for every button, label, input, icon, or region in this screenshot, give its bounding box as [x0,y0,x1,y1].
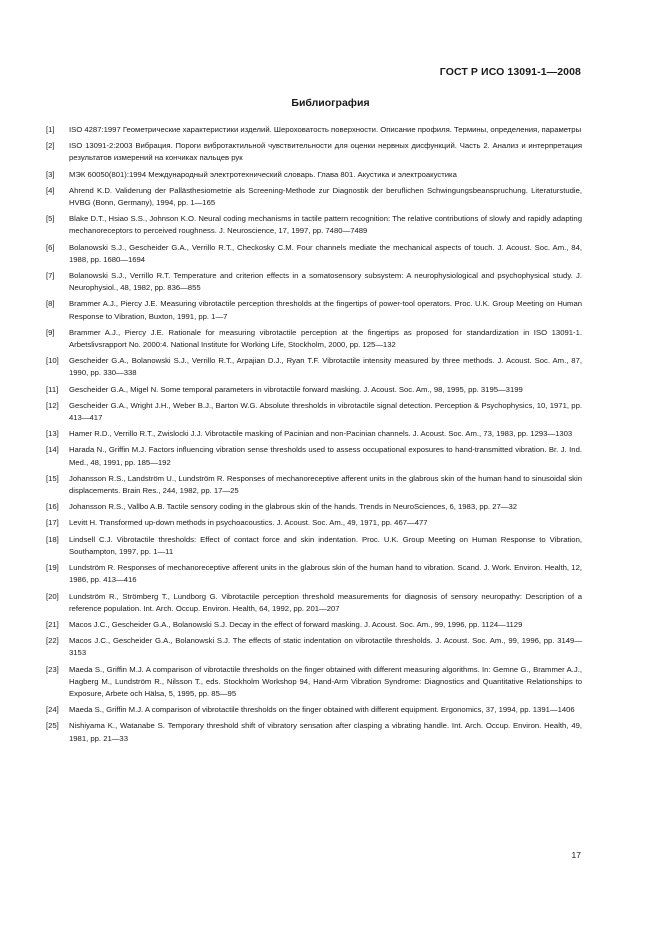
document-id: ГОСТ Р ИСО 13091-1—2008 [439,66,581,78]
bibliography-entry [46,428,582,440]
bibliography-entry [46,517,582,529]
entry-number: [8] [46,299,55,309]
entry-text: Gescheider G.A., Bolanowski S.J., Verrillo R.T., Arpajian D.J., Ryan T.F. Vibrotactile intensity measured by three methods. J. Acoust. Soc. Am., 87, 1990, pp. 330—338 [69,356,582,378]
entry-text: Harada N., Griffin M.J. Factors influencing vibration sense thresholds used to assess occupational exposures to hand-transmitted vibration. Br. J. Ind. Med., 48, 1991, pp. 185—192 [69,445,582,467]
bibliography-entry [46,704,582,716]
entry-number: [13] [46,429,59,439]
entry-text: Brammer A.J., Piercy J.E. Measuring vibrotactile perception thresholds at the fingertips of power-tool operators. Proc. U.K. Group Meeting on Human Response to Vibration, Buxton, 1991, pp. 1—7 [69,299,582,321]
bibliography-entry [46,664,582,701]
entry-number: [9] [46,327,55,337]
bibliography-entry [46,562,582,586]
entry-text: ISO 4287:1997 Геометрические характеристики изделий. Шероховатость поверхности. Описание профиля. Термины, определения, параметры [69,125,582,134]
entry-text: Gescheider G.A., Wright J.H., Weber B.J., Barton W.G. Absolute thresholds in vibrotactile signal detection. Perception & Psychophysics, 10, 1971, pp. 413—417 [69,400,582,423]
bibliography-entry [46,185,582,209]
entry-number: [17] [46,518,59,528]
bibliography-entry [46,473,582,497]
bibliography-entry [46,327,582,351]
entry-number: [18] [46,534,59,544]
bibliography-entry [46,720,582,744]
bibliography-entry [46,242,582,266]
bibliography-entry [46,384,582,396]
entry-number: [11] [46,384,59,394]
entry-number: [21] [46,619,59,629]
entry-number: [14] [46,445,59,455]
entry-text: Ahrend K.D. Validerung der Pallästhesiometrie als Screening-Methode zur Diagnostik der beruflichen Schwingungsbeanspruchung. Literaturstudie, HVBG (Bonn, Germany), 1994, pp. 1—165 [69,185,582,208]
entry-number: [7] [46,271,55,281]
entry-number: [6] [46,242,55,252]
entry-number: [23] [46,664,59,674]
entry-text: Blake D.T., Hsiao S.S., Johnson K.O. Neural coding mechanisms in tactile pattern recognition: The relative contributions of slowly and rapidly adapting mechanoreceptors to perceived roughness. J. Neuroscience, 17, 1997, pp. 7480—7489 [69,214,582,236]
bibliography-entry [46,169,582,181]
bibliography-entry [46,619,582,631]
entry-number: [4] [46,185,55,195]
entry-text: Brammer A.J., Piercy J.E. Rationale for measuring vibrotactile perception at the fingertips as proposed for standardization in ISO 13091-1. Arbetslivsrapport No. 2000:4. National Institute for Working Life, Stockholm, 2000, pp. 125—132 [69,327,582,350]
entry-text: Lundström R. Responses of mechanoreceptive afferent units in the glabrous skin of the human hand to vibration. Scand. J. Work. Environ. Health, 12, 1986, pp. 413—416 [69,563,582,585]
entry-text: Lindsell C.J. Vibrotactile thresholds: Effect of contact force and skin indentation. Proc. U.K. Group Meeting on Human Response to Vibration, Southampton, 1997, pp. 1—11 [69,534,582,556]
entry-text: МЭК 60050(801):1994 Международный электротехнический словарь. Глава 801. Акустика и электроакустика [69,169,457,179]
entry-text: Macos J.C., Gescheider G.A., Bolanowski S.J. The effects of static indentation on vibrotactile thresholds. J. Acoust. Soc. Am., 99, 1996, pp. 3149—3153 [69,636,582,658]
entry-number: [25] [46,721,59,731]
entry-number: [22] [46,636,59,646]
bibliography-entry [46,501,582,513]
bibliography-entry [46,534,582,558]
entry-text: Johansson R.S., Vallbo A.B. Tactile sensory coding in the glabrous skin of the hands. Trends in NeuroSciences, 6, 1983, pp. 27—32 [69,502,517,512]
bibliography-entry [46,140,582,164]
entry-text: Maeda S., Griffin M.J. A comparison of vibrotactile thresholds on the finger obtained with different equipment. Ergonomics, 37, 1994, pp. 1391—1406 [69,705,575,715]
page-title: Библиография [291,97,370,109]
entry-number: [5] [46,214,55,224]
entry-number: [3] [46,169,55,179]
entry-number: [24] [46,705,59,715]
entry-text: ISO 13091-2:2003 Вибрация. Пороги вибротактильной чувствительности для оценки нервных дисфункций. Часть 2. Анализ и интерпретация результатов измерений на кончиках пальцев рук [69,141,582,163]
entry-text: Johansson R.S., Landström U., Lundström R. Responses of mechanoreceptive afferent units in the glabrous skin of the human hand to sinusoidal skin displacements. Brain Res., 244, 1982, pp. 17—25 [69,473,582,496]
bibliography-entry [46,444,582,468]
entry-text: Nishiyama K., Watanabe S. Temporary threshold shift of vibratory sensation after clasping a vibrating handle. Int. Arch. Occup. Environ. Health, 49, 1981, pp. 21—33 [69,721,582,743]
entry-number: [15] [46,473,59,483]
entry-number: [12] [46,400,59,410]
page-number: 17 [571,850,581,860]
entry-number: [10] [46,356,59,366]
entry-text: Bolanowski S.J., Verrillo R.T. Temperature and criterion effects in a somatosensory subsystem: A neurophysiological and psychophysical study. J. Neurophysiol., 48, 1982, pp. 836—855 [69,271,582,293]
entry-text: Maeda S., Griffin M.J. A comparison of vibrotactile thresholds on the finger obtained with different measuring algorithms. In: Gemne G., Brammer A.J., Hagberg M., Lundström R., Nilsson T., eds. Stockholm Workshop 94, Hand-Arm Vibration Syndrome: Diagnostics and Quantitative Relationships to Exposure, Arbete och Hälsa, 5, 1995, pp. 85—95 [69,664,582,698]
entry-text: Gescheider G.A., Migel N. Some temporal parameters in vibrotactile forward masking. J. Acoust. Soc. Am., 98, 1995, pp. 3195—3199 [69,384,523,394]
bibliography-entry [46,400,582,424]
entry-text: Lundström R., Strömberg T., Lundborg G. Vibrotactile perception threshold measurements for diagnosis of sensory neuropathy: Description of a reference population. Int. Arch. Occup. Environ. Health, 64, 1992, pp. 201—207 [69,591,582,613]
entry-number: [2] [46,141,55,151]
bibliography-list [46,124,582,749]
bibliography-entry [46,355,582,379]
entry-text: Macos J.C., Gescheider G.A., Bolanowski S.J. Decay in the effect of forward masking. J. Acoust. Soc. Am., 99, 1996, pp. 1124—1129 [69,619,523,629]
bibliography-entry [46,124,582,136]
bibliography-entry [46,635,582,659]
bibliography-entry [46,298,582,322]
entry-text: Levitt H. Transformed up-down methods in psychoacoustics. J. Acoust. Soc. Am., 49, 1971, pp. 467—477 [69,518,428,528]
bibliography-entry [46,213,582,237]
entry-number: [1] [46,125,55,134]
entry-text: Bolanowski S.J., Gescheider G.A., Verrillo R.T., Checkosky C.M. Four channels mediate the mechanical aspects of touch. J. Acoust. Soc. Am., 84, 1988, pp. 1680—1694 [69,242,582,264]
entry-number: [20] [46,591,59,601]
bibliography-entry [46,591,582,615]
entry-number: [19] [46,563,59,573]
entry-number: [16] [46,502,59,512]
entry-text: Hamer R.D., Verrillo R.T., Zwislocki J.J. Vibrotactile masking of Pacinian and non-Pacinian channels. J. Acoust. Soc. Am., 73, 1983, pp. 1293—1303 [69,429,573,439]
bibliography-entry [46,270,582,294]
